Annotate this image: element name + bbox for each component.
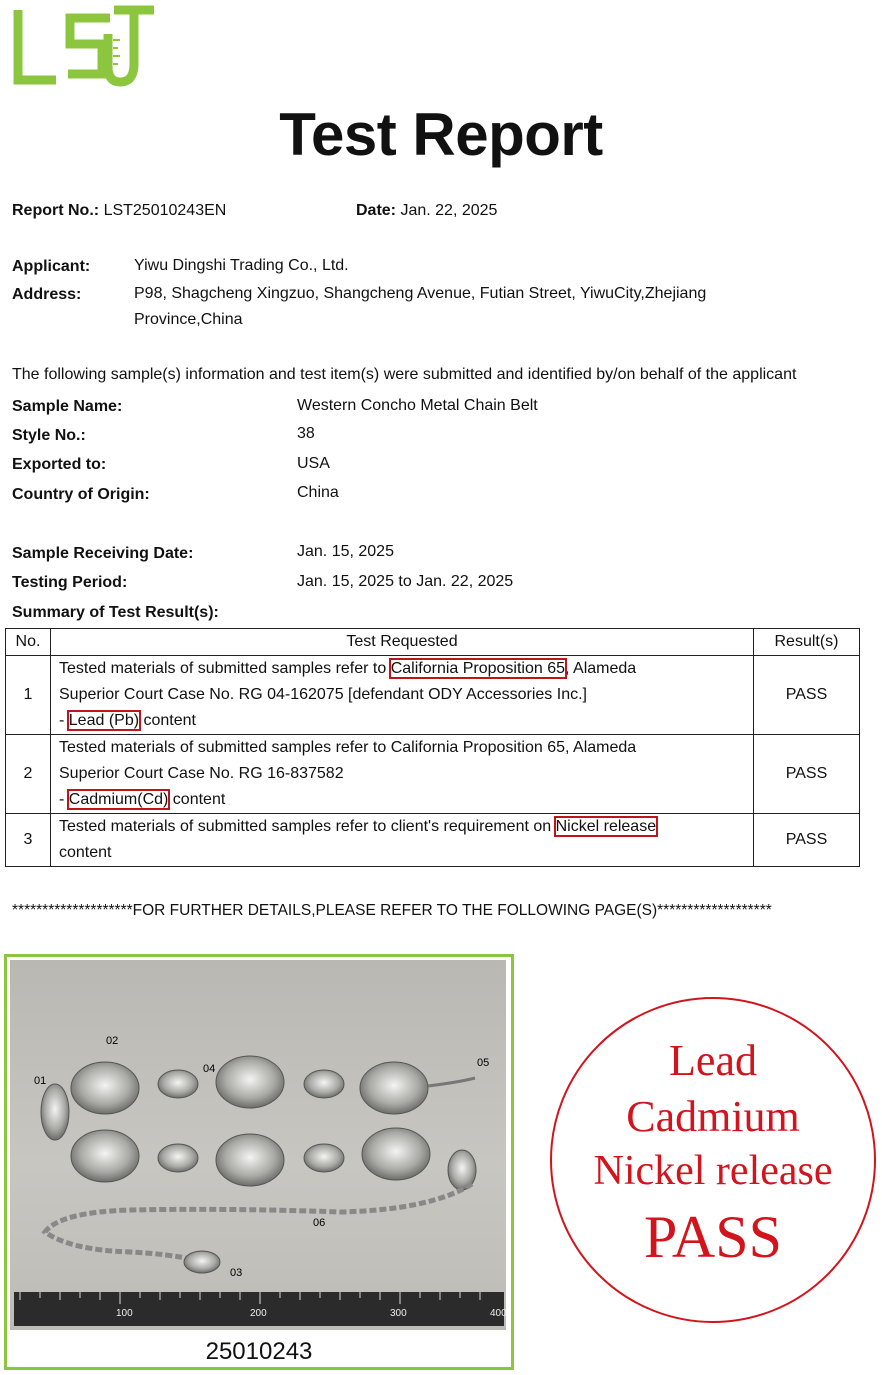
chain [45,1184,472,1260]
report-no-label: Report No.: [12,202,100,219]
report-title: Test Report [279,101,603,168]
header-no: No. [6,629,51,656]
testing-period-label: Testing Period: [12,574,128,591]
sample-name-label: Sample Name: [12,398,123,415]
origin-label: Country of Origin: [12,486,150,503]
desc-line: content [59,844,112,861]
desc-text: Tested materials of submitted samples refer to [59,660,391,677]
pass-stamp [550,997,876,1323]
address-label: Address: [12,286,82,303]
ruler-label: 200 [250,1308,267,1319]
exported-value: USA [297,455,330,472]
applicant-label: Applicant: [12,258,91,275]
stamp-line-nickel: Nickel release [593,1148,833,1194]
sample-id: 25010243 [205,1338,313,1365]
sample-intro: The following sample(s) information and test item(s) were submitted and identified by/on behalf of the applicant [12,366,797,383]
row-result: PASS [754,656,860,735]
desc-text: content [168,791,226,808]
desc-text: - [59,712,69,729]
receiving-date-label: Sample Receiving Date: [12,545,194,562]
desc-line: Superior Court Case No. RG 16-837582 [59,765,344,782]
row-number: 2 [6,735,51,814]
highlight-prop65: California Proposition 65 [390,660,566,677]
part-label-04: 04 [203,1063,216,1075]
ruler-label: 400 [490,1308,506,1319]
ruler-label: 100 [116,1308,133,1319]
belt-illustration [10,960,506,1330]
header-test-requested: Test Requested [51,629,754,656]
desc-text: Tested materials of submitted samples refer to client's requirement on [59,818,556,835]
desc-text: - [59,791,69,808]
applicant-value: Yiwu Dingshi Trading Co., Ltd. [134,257,349,274]
exported-label: Exported to: [12,456,107,473]
row-description [51,735,754,814]
desc-line [59,814,753,840]
desc-line [59,787,753,813]
desc-line [59,708,753,734]
stamp-line-lead: Lead [669,1036,757,1085]
summary-label: Summary of Test Result(s): [12,604,219,621]
company-logo [10,4,158,88]
row-number: 3 [6,814,51,867]
table-row [6,814,860,867]
desc-text: content [139,712,196,729]
part-label-02: 02 [106,1035,119,1047]
table-row [6,735,860,814]
desc-text: , Alameda [565,660,637,677]
header-results: Result(s) [754,629,860,656]
part-label-06: 06 [313,1217,326,1229]
address-line-2: Province,China [134,311,243,328]
style-label: Style No.: [12,427,86,444]
style-value: 38 [297,425,315,442]
concho-row-top [41,1056,475,1140]
measuring-ruler [14,1292,506,1326]
report-no-value: LST25010243EN [103,202,227,219]
desc-line: Superior Court Case No. RG 04-162075 [defendant ODY Accessories Inc.] [59,686,587,703]
sample-photo [10,960,506,1330]
report-number-row [12,202,226,220]
ruler-label: 300 [390,1308,407,1319]
row-number: 1 [6,656,51,735]
part-label-03: 03 [230,1267,243,1279]
origin-value: China [297,484,339,501]
row-result: PASS [754,814,860,867]
highlight-lead: Lead (Pb) [68,712,140,729]
row-description [51,814,754,867]
testing-period-value: Jan. 15, 2025 to Jan. 22, 2025 [297,573,514,590]
highlight-nickel: Nickel release [555,818,657,835]
sample-name-value: Western Concho Metal Chain Belt [297,397,538,414]
part-label-05: 05 [477,1057,490,1069]
date-value: Jan. 22, 2025 [400,202,498,219]
part-label-01: 01 [34,1075,47,1087]
row-result: PASS [754,735,860,814]
results-table [5,628,860,867]
date-label: Date: [356,202,397,219]
further-details-note: ********************FOR FURTHER DETAILS,PLEASE REFER TO THE FOLLOWING PAGE(S)******************* [12,902,772,919]
lst-logo-icon [10,4,158,88]
concho-row-bottom [71,1128,476,1190]
desc-line [59,656,753,682]
stamp-line-pass: PASS [644,1204,782,1270]
receiving-date-value: Jan. 15, 2025 [297,543,394,560]
row-description [51,656,754,735]
desc-line: Tested materials of submitted samples refer to California Proposition 65, Alameda [59,739,637,756]
highlight-cadmium: Cadmium(Cd) [68,791,169,808]
table-header-row [6,629,860,656]
stamp-line-cadmium: Cadmium [626,1092,800,1141]
address-line-1: P98, Shagcheng Xingzuo, Shangcheng Avenue, Futian Street, YiwuCity,Zhejiang [134,285,707,302]
table-row [6,656,860,735]
report-date-row [356,202,497,220]
